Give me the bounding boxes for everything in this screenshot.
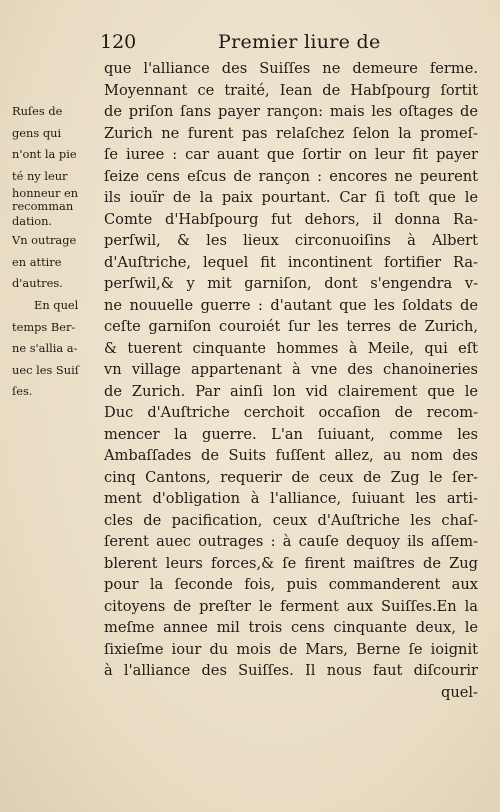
body-line: Comte d'Habſpourg fut dehors, il donna Ra-	[104, 210, 478, 228]
body-text	[104, 58, 478, 703]
body-line: vn village appartenant à vne des chanoineries	[104, 361, 478, 378]
body-line: Moyennant ce traité, Iean de Habſpourg ſortit	[104, 81, 478, 99]
body-line: & tuerent cinquante hommes à Meile, qui eſt	[104, 339, 478, 357]
body-line: pour la ſeconde fois, puis commanderent aux	[104, 576, 478, 593]
marginal-line: ſes.	[12, 384, 33, 398]
marginal-line: en attire	[12, 254, 62, 269]
body-line: que l'alliance des Suiſſes ne demeure ferme.	[104, 60, 478, 77]
body-line: mencer la guerre. L'an ſuiuant, comme les	[104, 425, 478, 443]
marginal-line: honneur en	[12, 186, 79, 200]
body-line: citoyens de preſter le ferment aux Suiſſes.En la	[104, 597, 478, 615]
marginal-line: d'autres.	[12, 276, 63, 290]
body-line: ne nouuelle guerre : d'autant que les ſoldats de	[104, 296, 478, 314]
marginal-line: Vn outrage	[12, 233, 77, 247]
body-line: ſerent auec outrages : à cauſe dequoy ils aſſem-	[104, 533, 478, 550]
body-line: Ambaſſades de Suits fuſſent allez, au nom des	[104, 447, 478, 464]
body-line: ſe iuree : car auant que ſortir on leur fit payer	[104, 146, 478, 163]
marginal-line: temps Ber-	[12, 319, 76, 334]
body-line: ils iouïr de la paix pourtant. Car ſi toſt que le	[104, 189, 478, 206]
marginal-line: ne s'allia a-	[12, 341, 78, 355]
marginal-line: n'ont la pie	[12, 147, 77, 161]
running-title: Premier liure de	[218, 31, 381, 53]
marginal-note-berne	[12, 295, 106, 403]
body-line: perſwil,& y mit garniſon, dont s'engendra v-	[104, 275, 478, 292]
marginal-line: dation.	[12, 214, 53, 228]
catchword: quel-	[441, 683, 478, 701]
page-number: 120	[100, 31, 137, 53]
body-line: cles de pacification, ceux d'Auſtriche les chaſ-	[104, 511, 478, 529]
body-line: ment d'obligation à l'alliance, ſuiuant les arti-	[104, 490, 478, 507]
body-line: ſeize cens eſcus de rançon : encores ne peurent	[104, 167, 478, 185]
body-line: cinq Cantons, requerir de ceux de Zug le ſer-	[104, 468, 478, 486]
body-line: Zurich ne furent pas relaſchez ſelon la promeſ-	[104, 124, 478, 142]
body-line: ſixieſme iour du mois de Mars, Berne ſe ioignit	[104, 640, 478, 658]
marginal-line: té ny leur	[12, 168, 68, 183]
body-line: de Zurich. Par ainſi lon vid clairement que le	[104, 382, 478, 400]
page-header	[0, 30, 500, 54]
body-line: d'Auſtriche, lequel fit incontinent fortifier Ra-	[104, 253, 478, 271]
marginal-line: uec les Suiſ	[12, 362, 79, 377]
body-line: perſwil, & les lieux circonuoiſins à Albert	[104, 232, 478, 249]
body-line: meſme annee mil trois cens cinquante deux, le	[104, 619, 478, 636]
marginal-line: gens qui	[12, 125, 62, 140]
marginal-line: recomman	[12, 199, 74, 213]
marginal-line: En quel	[34, 298, 79, 312]
marginal-note-ruses	[12, 101, 106, 295]
body-line: à l'alliance des Suiſſes. Il nous faut diſcourir	[104, 662, 478, 679]
body-line: de priſon ſans payer rançon: mais les oſtages de	[104, 103, 478, 120]
body-line: ceſte garniſon couroiét ſur les terres de Zurich,	[104, 318, 478, 335]
marginal-line: Ruſes de	[12, 104, 63, 118]
body-line: blerent leurs forces,& ſe firent maiſtres de Zug	[104, 554, 478, 572]
body-line: Duc d'Auſtriche cerchoit occaſion de recom-	[104, 404, 478, 421]
